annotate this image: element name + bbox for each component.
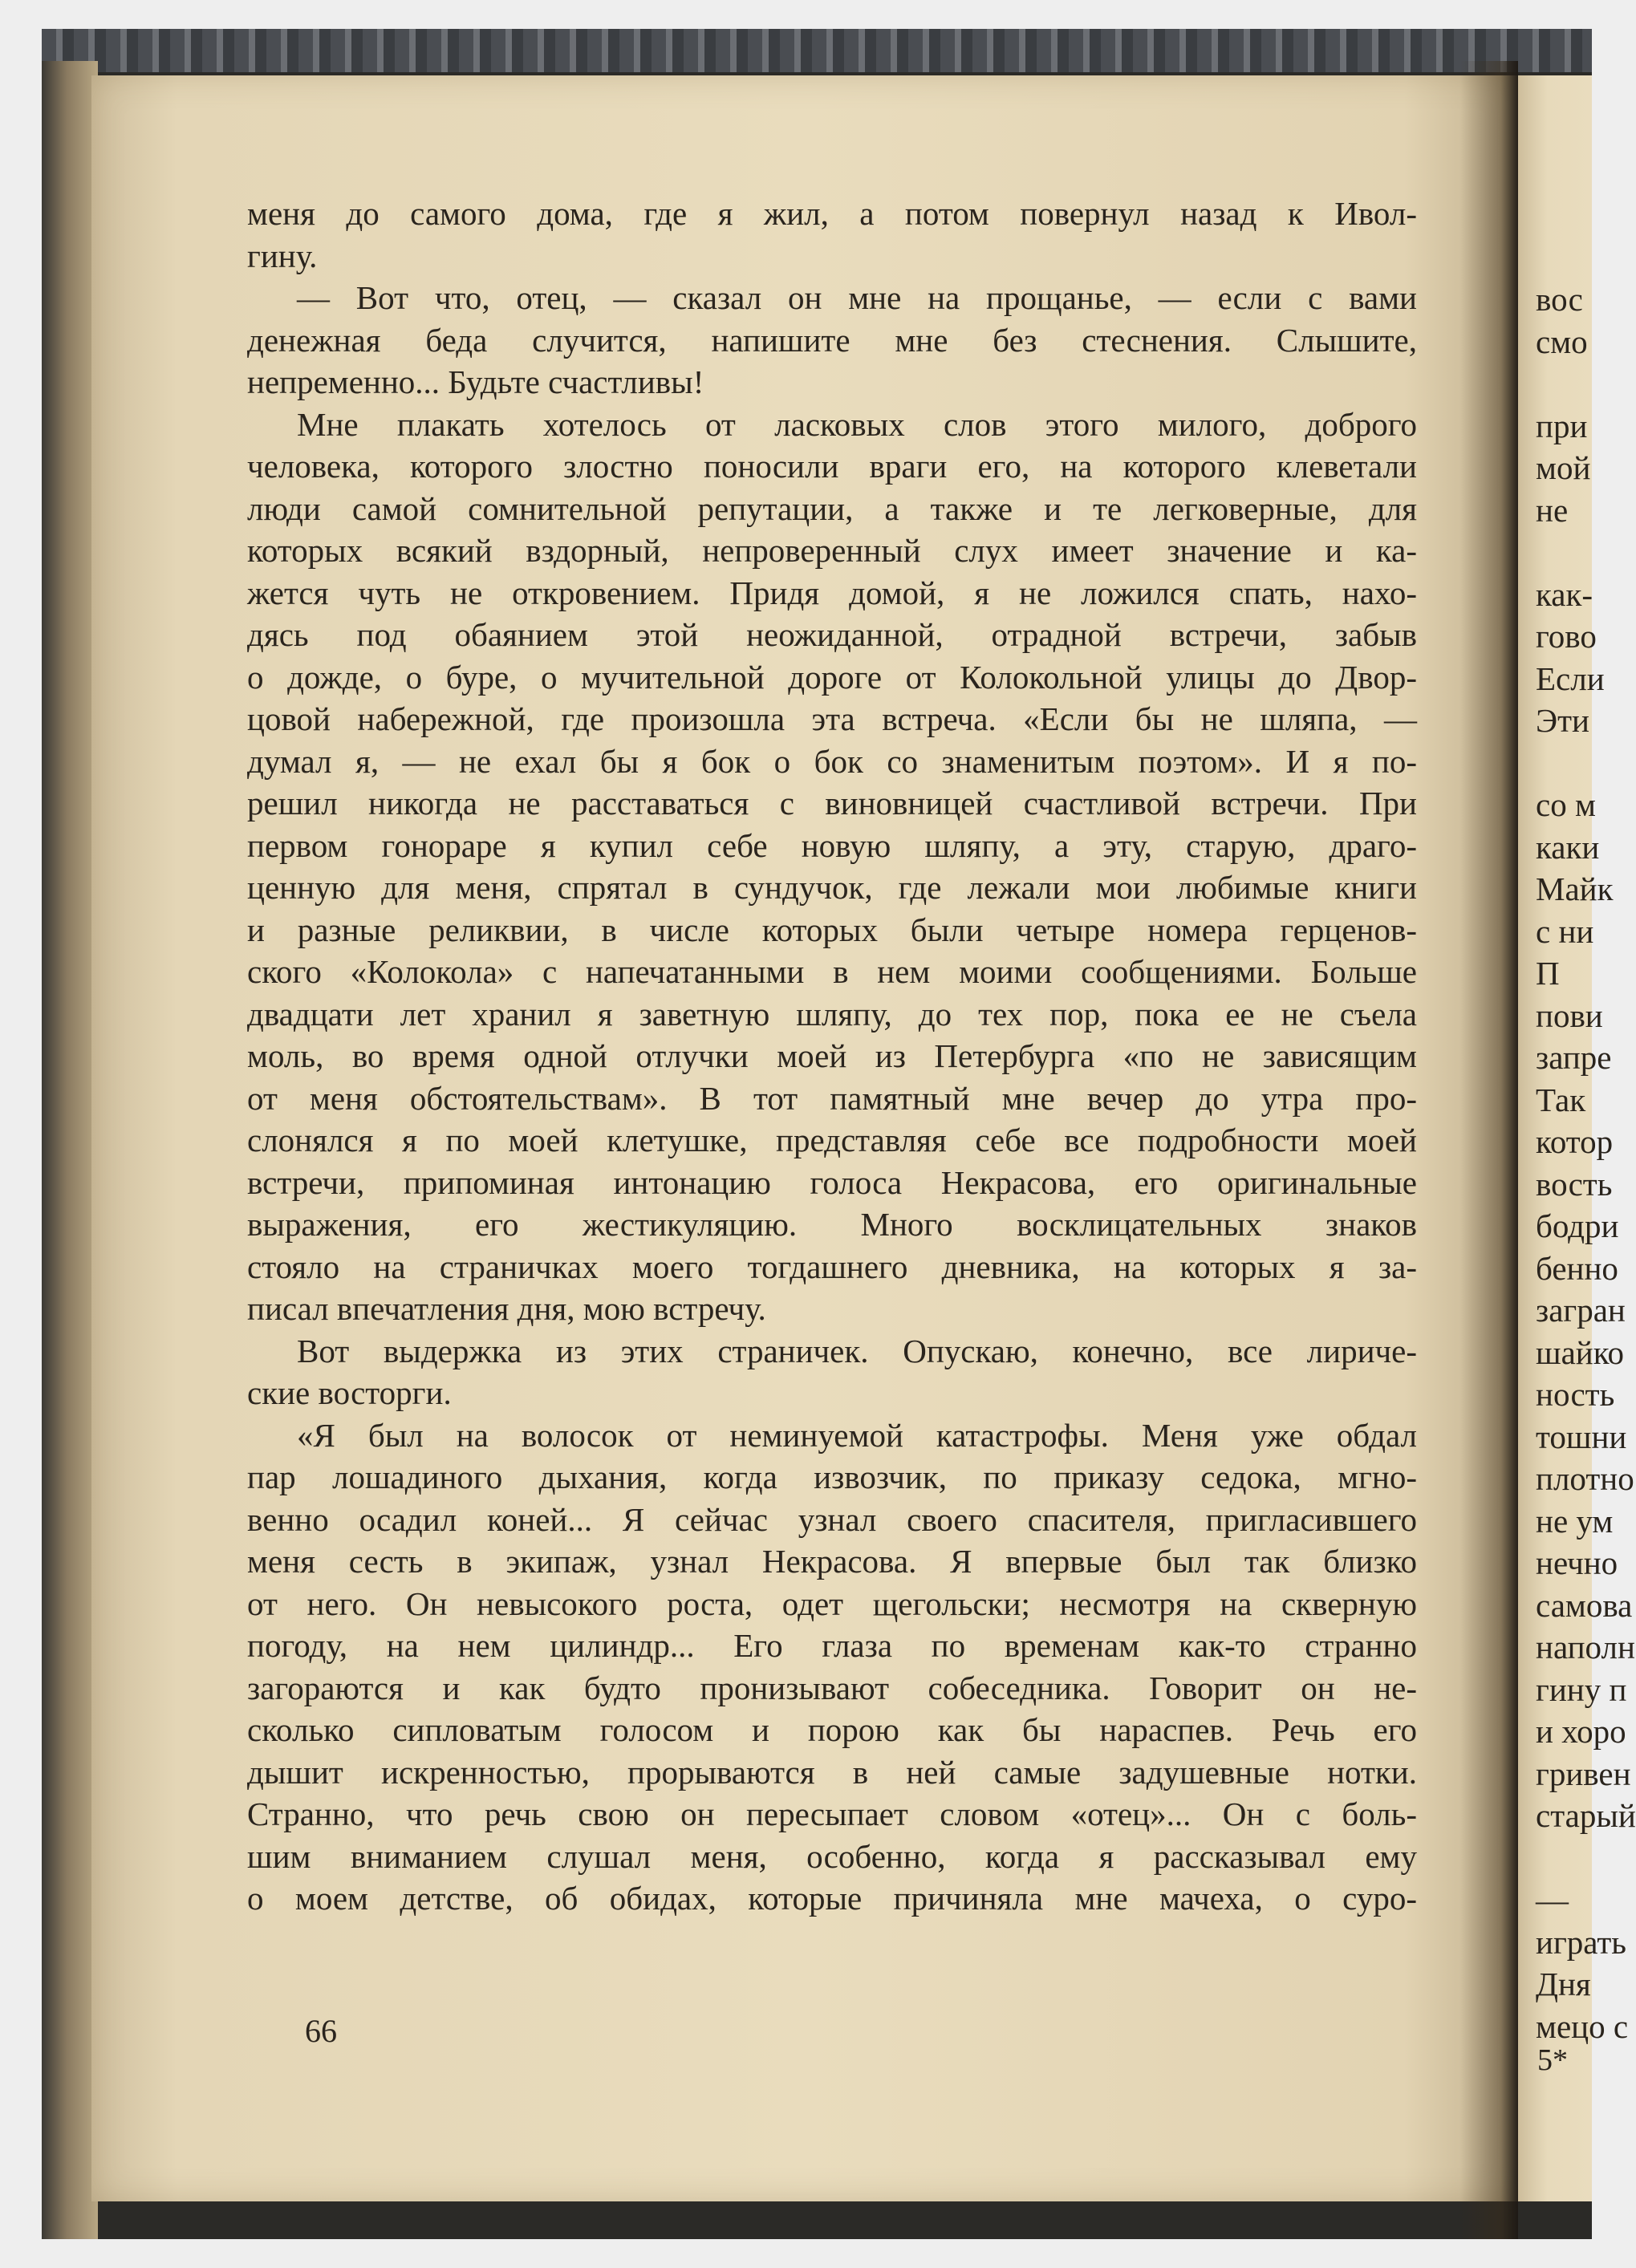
right-text-line: Дня — [1536, 1966, 1591, 2002]
text-line: погоду, на нем цилиндр... Его глаза по временам как-то странно — [247, 1627, 1417, 1664]
right-text-line: загран — [1536, 1292, 1626, 1329]
right-text-line: бенно — [1536, 1249, 1618, 1287]
text-line: сколько сипловатым голосом и порою как бы нараспев. Речь его — [247, 1711, 1417, 1748]
right-text-line: при — [1536, 407, 1588, 444]
right-text-line: гину п — [1536, 1670, 1627, 1708]
text-line: дясь под обаянием этой неожиданной, отрадной встречи, забыв — [247, 616, 1417, 653]
right-text-line: Если — [1536, 659, 1605, 697]
text-line: писал впечатления дня, мою встречу. — [247, 1290, 766, 1327]
right-text-line — [1536, 742, 1632, 785]
right-text-line: — — [1536, 1881, 1569, 1918]
text-line: непременно... Будьте счастливы! — [247, 363, 704, 400]
right-text-line: самова — [1536, 1586, 1633, 1624]
text-line: встречи, припоминая интонацию голоса Некрасова, его оригинальные — [247, 1163, 1417, 1201]
text-line: выражения, его жестикуляцию. Много восклицательных знаков — [247, 1206, 1417, 1243]
text-line: дышит искренностью, прорываются в ней самые задушевные нотки. — [247, 1753, 1417, 1791]
text-line: шим вниманием слушал меня, особенно, когда я рассказывал ему — [247, 1837, 1417, 1875]
text-line: моль, во время одной отлучки моей из Петербурга «по не зависящим — [247, 1037, 1417, 1074]
right-text-line: как- — [1536, 575, 1593, 613]
text-line: от меня обстоятельствам». В тот памятный мне вечер до утра про- — [247, 1079, 1417, 1117]
text-line: и разные реликвии, в числе которых были четыре номера герценов- — [247, 911, 1417, 948]
right-text-line: старый — [1536, 1797, 1636, 1834]
right-text-line: бодри — [1536, 1207, 1619, 1244]
book-gutter — [1460, 61, 1518, 2239]
right-text-line: не ум — [1536, 1502, 1614, 1540]
text-line: человека, которого злостно поносили враги его, на которого клеветали — [247, 448, 1417, 485]
text-line: пар лошадиного дыхания, когда извозчик, по приказу седока, мгно- — [247, 1459, 1417, 1495]
text-line: цовой набережной, где произошла эта встреча. «Если бы не шляпа, — — [247, 700, 1417, 737]
right-text-line: тошни — [1536, 1418, 1627, 1455]
text-line: Странно, что речь свою он пересыпает словом «отец»... Он с боль- — [247, 1795, 1417, 1832]
text-line: жется чуть не откровением. Придя домой, я не ложился спать, нахо- — [247, 574, 1417, 611]
text-line: решил никогда не расставаться с виновницей счастливой встречи. При — [247, 785, 1417, 822]
right-text-line: Эти — [1536, 702, 1589, 739]
text-line: стояло на страничках моего тогдашнего дневника, на которых я за- — [247, 1248, 1417, 1285]
right-text-line: каки — [1536, 828, 1600, 866]
right-text-line: вос — [1536, 281, 1583, 318]
right-text-line: Майк — [1536, 870, 1614, 907]
right-text-line: смо — [1536, 323, 1588, 360]
right-text-line: мецо с — [1536, 2007, 1629, 2045]
text-line: ские восторги. — [247, 1374, 452, 1411]
right-text-line: Так — [1536, 1081, 1586, 1118]
text-line: Вот выдержка из этих страничек. Опускаю, конечно, все лириче- — [297, 1332, 1417, 1369]
text-line: «Я был на волосок от неминуемой катастрофы. Меня уже обдал — [297, 1416, 1417, 1454]
right-text-line: со м — [1536, 786, 1596, 823]
text-line: от него. Он невысокого роста, одет щегольски; несмотря на скверную — [247, 1584, 1417, 1622]
text-line: ценную для меня, спрятал в сундучок, где лежали мои любимые книги — [247, 869, 1417, 906]
text-line: — Вот что, отец, — сказал он мне на прощанье, — если с вами — [297, 279, 1417, 316]
right-text-line: шайко — [1536, 1333, 1625, 1371]
right-page — [1518, 75, 1636, 2201]
text-line: о моем детстве, об обидах, которые причиняла мне мачеха, о суро- — [247, 1880, 1417, 1917]
right-text-line: с ни — [1536, 912, 1594, 950]
right-text-line: гривен — [1536, 1755, 1631, 1792]
text-line: слонялся я по моей клетушке, представляя себе все подробности моей — [247, 1122, 1417, 1158]
left-page-text — [247, 193, 1417, 1920]
right-text-line: нечно — [1536, 1544, 1618, 1581]
right-text-line: вость — [1536, 1165, 1613, 1203]
right-text-line: и хоро — [1536, 1713, 1626, 1750]
book-left-edge — [42, 61, 98, 2239]
right-text-line — [1536, 1837, 1632, 1880]
right-text-line: мой — [1536, 449, 1591, 486]
right-text-line: котор — [1536, 1123, 1614, 1160]
left-page-number: 66 — [305, 2013, 337, 2049]
text-line: венно осадил коней... Я сейчас узнал своего спасителя, пригласившего — [247, 1500, 1417, 1538]
text-line: ского «Колокола» с напечатанными в нем моими сообщениями. Больше — [247, 953, 1417, 990]
text-line: думал я, — не ехал бы я бок о бок со знаменитым поэтом». И я по- — [247, 742, 1417, 780]
right-text-line: ность — [1536, 1376, 1615, 1413]
right-text-line — [1536, 363, 1632, 405]
right-text-line: плотно — [1536, 1460, 1634, 1497]
text-line: гину. — [247, 237, 318, 274]
text-line: первом гонораре я купил себе новую шляпу, а эту, старую, драго- — [247, 826, 1417, 864]
text-line: денежная беда случится, напишите мне без стеснения. Слышите, — [247, 321, 1417, 359]
text-line: Мне плакать хотелось от ласковых слов этого милого, доброго — [297, 405, 1417, 443]
right-text-line — [1536, 531, 1632, 574]
text-line: меня сесть в экипаж, узнал Некрасова. Я впервые был так близко — [247, 1543, 1417, 1580]
book-top-edge — [42, 29, 1592, 72]
right-text-line: пови — [1536, 996, 1603, 1034]
text-line: меня до самого дома, где я жил, а потом повернул назад к Ивол- — [247, 195, 1417, 232]
right-text-line: П — [1536, 955, 1560, 992]
right-text-line: гово — [1536, 618, 1597, 655]
text-line: о дожде, о буре, о мучительной дороге от Колокольной улицы до Двор- — [247, 658, 1417, 696]
right-text-line: играть — [1536, 1923, 1627, 1961]
text-line: которых всякий вздорный, непроверенный слух имеет значение и ка- — [247, 532, 1417, 569]
text-line: загораются и как будто пронизывают собеседника. Говорит он не- — [247, 1669, 1417, 1706]
text-line: люди самой сомнительной репутации, а также и те легковерные, для — [247, 489, 1417, 527]
right-text-line: запре — [1536, 1039, 1612, 1076]
right-page-number: 5* — [1537, 2043, 1568, 2077]
text-line: двадцати лет хранил я заветную шляпу, до тех пор, пока ее не съела — [247, 995, 1417, 1033]
right-page-text — [1536, 278, 1636, 2047]
right-text-line: не — [1536, 491, 1569, 529]
right-text-line: наполн — [1536, 1629, 1635, 1665]
